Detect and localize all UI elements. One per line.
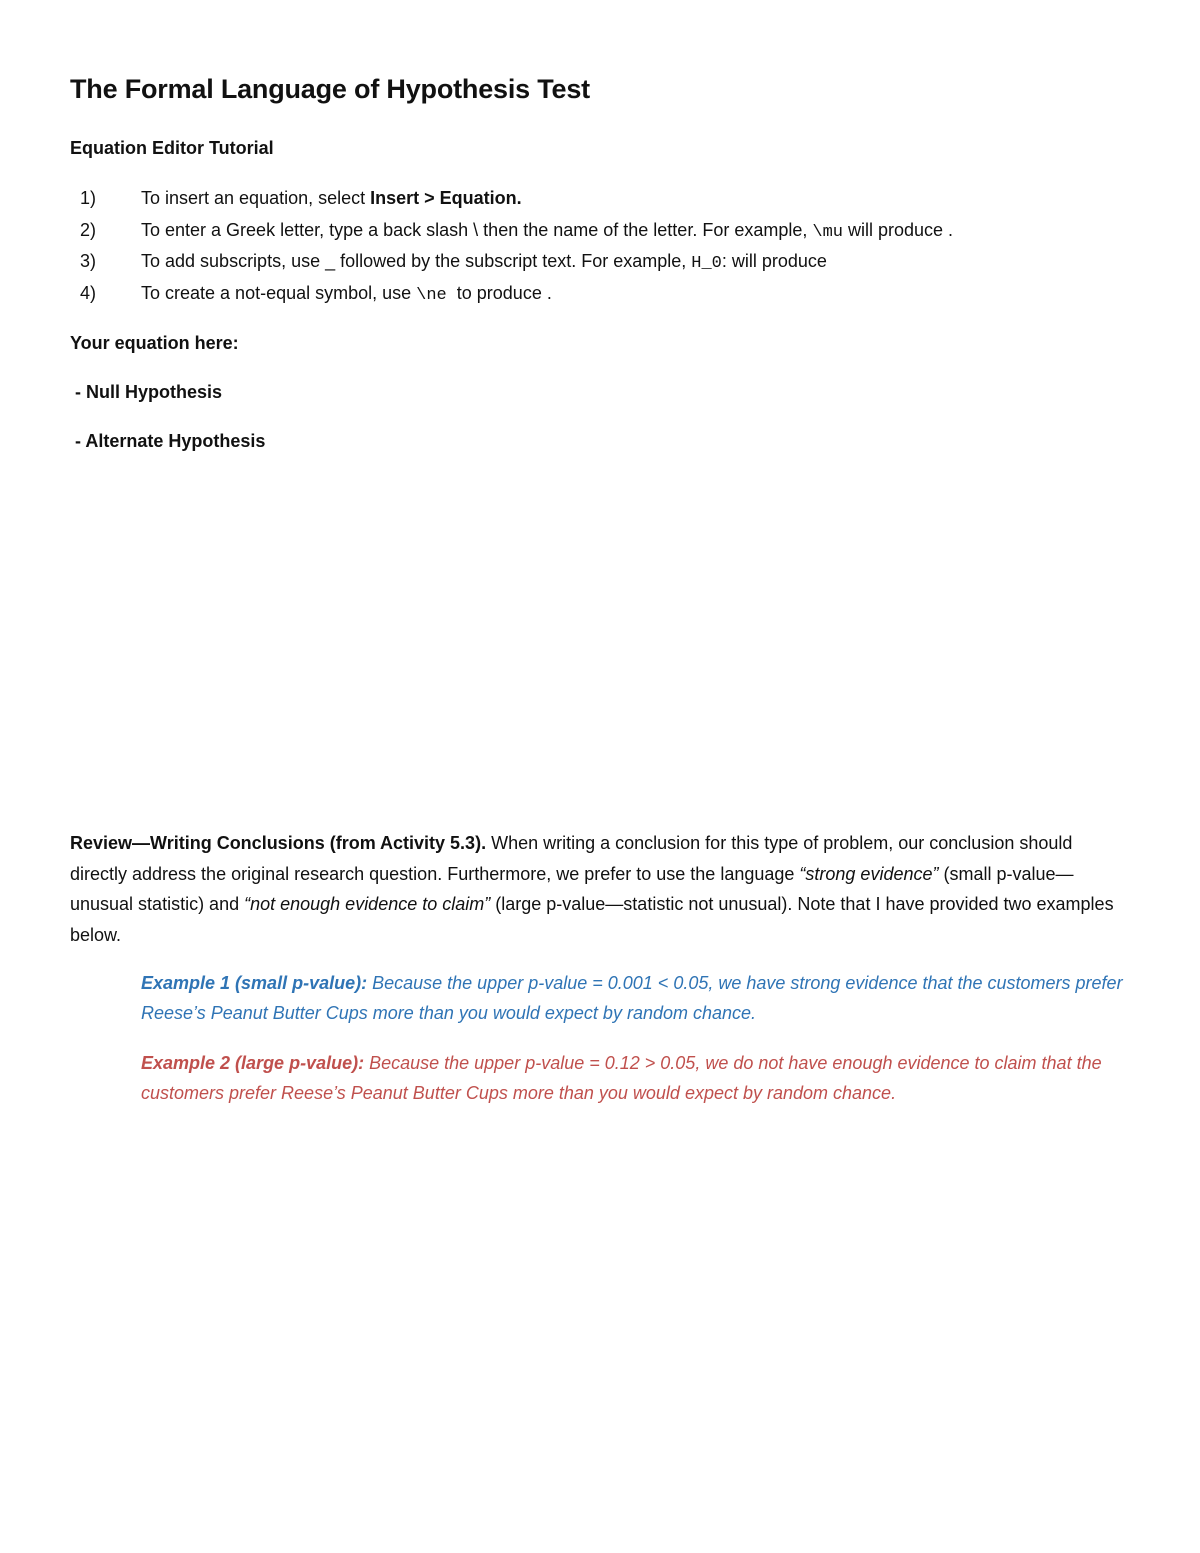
step-text: To create a not-equal symbol, use [141,282,417,303]
example-2-label: Example 2 (large p-value): [141,1053,365,1073]
null-hypothesis-label: - Null Hypothesis [70,382,223,402]
step-number: 4) [79,282,96,303]
review-text: (small p-value—unusual statistic) and [70,863,1074,914]
step-text-after: : will produce [721,251,827,271]
step-text: To add subscripts, use _ followed by the subscript text. For example, [141,251,692,271]
section-subtitle: Equation Editor Tutorial [70,138,274,158]
review-paragraph [70,828,1130,950]
step-code: \ne [416,285,447,305]
step-text-after: will produce . [842,219,954,240]
step-code: \mu [812,222,843,242]
step-text-after: to produce . [446,282,552,303]
example-2-text: Because the upper p-value = 0.12 > 0.05, we do not have enough evidence to claim that the customers prefer Reese’s Peanut Butter Cups more than you would expect by random chance. [141,1053,1102,1103]
example-2-paragraph [141,1048,1131,1108]
review-heading: Review—Writing Conclusions (from Activity 5.3). [70,833,487,853]
example-1-text: Because the upper p-value = 0.001 < 0.05, we have strong evidence that the customers prefer Reese’s Peanut Butter Cups more than you would expect by random chance. [141,973,1123,1023]
step-code: H_0 [691,254,722,273]
review-emphasis-not-enough: “not enough evidence to claim” [244,894,491,914]
step-number: 2) [79,219,96,240]
example-1-paragraph [141,968,1131,1028]
step-number: 1) [79,188,96,208]
review-emphasis-strong: “strong evidence” [799,863,939,884]
example-1-label: Example 1 (small p-value): [141,973,368,993]
review-text: (large p-value—statistic not unusual). Note that I have provided two examples below. [70,894,1114,945]
review-text: When writing a conclusion for this type of problem, our conclusion should directly address the original research question. Furthermore, we prefer to use the language [70,833,1073,884]
equation-label: Your equation here: [70,333,239,353]
document-title: The Formal Language of Hypothesis Test [70,74,590,104]
step-bold-text: Insert > Equation. [370,188,522,208]
alternate-hypothesis-label: - Alternate Hypothesis [70,431,266,451]
step-text: To insert an equation, select [141,188,371,208]
step-number: 3) [79,251,96,271]
step-text: To enter a Greek letter, type a back slash \ then the name of the letter. For example, [141,219,813,240]
